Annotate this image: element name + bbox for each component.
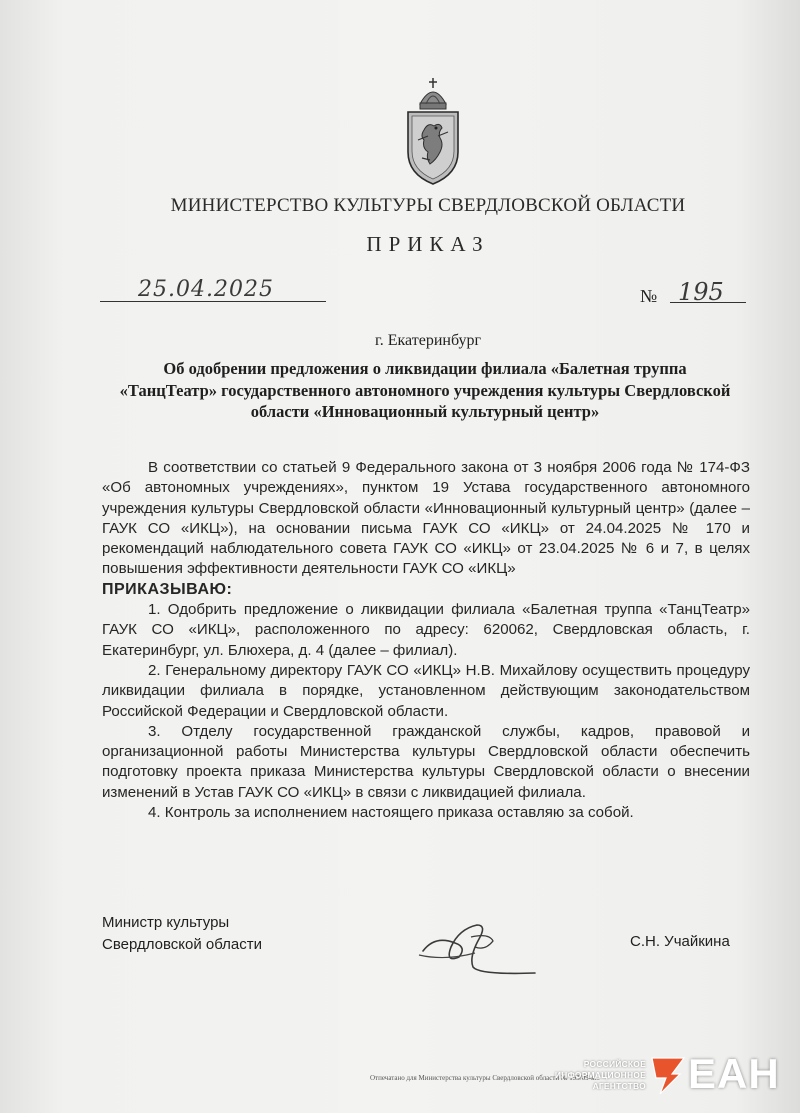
agency-watermark <box>546 1052 786 1102</box>
signatory-position <box>102 912 262 956</box>
order-number: 195 <box>678 278 724 306</box>
preamble: В соответствии со статьей 9 Федерального закона от 3 ноября 2006 года № 174-ФЗ «Об автономных учреждениях», пунктом 19 Устава государственного автономного учреждения культуры Свердловской области «Инновационный культурный центр» (далее – ГАУК СО «ИКЦ»), на основании письма ГАУК СО «ИКЦ» от 24.04.2025 № 170 и рекомендаций наблюдательного совета ГАУК СО «ИКЦ» от 23.04.2025 № 6 и 7, в целях повышения эффективности деятельности ГАУК СО «ИКЦ» <box>102 459 750 578</box>
order-item-1: 1. Одобрить предложение о ликвидации филиала «Балетная труппа «ТанцТеатр» ГАУК СО «ИКЦ», расположенного по адресу: 620062, Свердловская область, г. Екатеринбург, ул. Блюхера, д. 4 (далее – филиал). <box>102 601 750 659</box>
coat-of-arms-icon <box>398 70 468 188</box>
agency-logo-icon <box>650 1054 686 1096</box>
position-line-2: Свердловской области <box>102 936 263 953</box>
number-underline <box>670 302 746 303</box>
watermark-caption: РОССИЙСКОЕ ИНФОРМАЦИОННОЕ АГЕНТСТВО <box>554 1059 646 1091</box>
position-line-1: Министр культуры <box>102 914 230 931</box>
order-item-2: 2. Генеральному директору ГАУК СО «ИКЦ» Н.В. Михайлову осуществить процедуру ликвидации филиала в порядке, установленном действующим законодательством Российской Федерации и Свердловской области. <box>102 661 750 720</box>
watermark-brand: ЕАН <box>688 1050 780 1097</box>
print-note: Отпечатано для Министерства культуры Свердловской области № 193/09-к... <box>370 1074 600 1082</box>
order-item-3: 3. Отделу государственной гражданской службы, кадров, правовой и организационной работы Министерства культуры Свердловской области обеспечить подготовку проекта приказа Министерства культуры Свердловской области о внесении изменений в Устав ГАУК СО «ИКЦ» в связи с ликвидацией филиала. <box>102 722 750 801</box>
order-body <box>102 458 750 823</box>
signature-icon <box>415 917 555 981</box>
order-subject: Об одобрении предложения о ликвидации филиала «Балетная труппа «ТанцТеатр» государственного автономного учреждения культуры Свердловской области «Инновационный культурный центр» <box>119 359 731 421</box>
signatory-name: С.Н. Учайкина <box>630 933 730 950</box>
document-type: ПРИКАЗ <box>366 232 490 256</box>
ministry-name: МИНИСТЕРСТВО КУЛЬТУРЫ СВЕРДЛОВСКОЙ ОБЛАСТИ <box>170 195 686 216</box>
city: г. Екатеринбург <box>374 332 482 349</box>
order-date: 25.04.2025 <box>138 277 274 302</box>
order-item-4: 4. Контроль за исполнением настоящего приказа оставляю за собой. <box>148 804 634 822</box>
date-underline <box>100 301 326 302</box>
decree-word: ПРИКАЗЫВАЮ: <box>102 580 233 598</box>
number-label: № <box>640 286 658 306</box>
